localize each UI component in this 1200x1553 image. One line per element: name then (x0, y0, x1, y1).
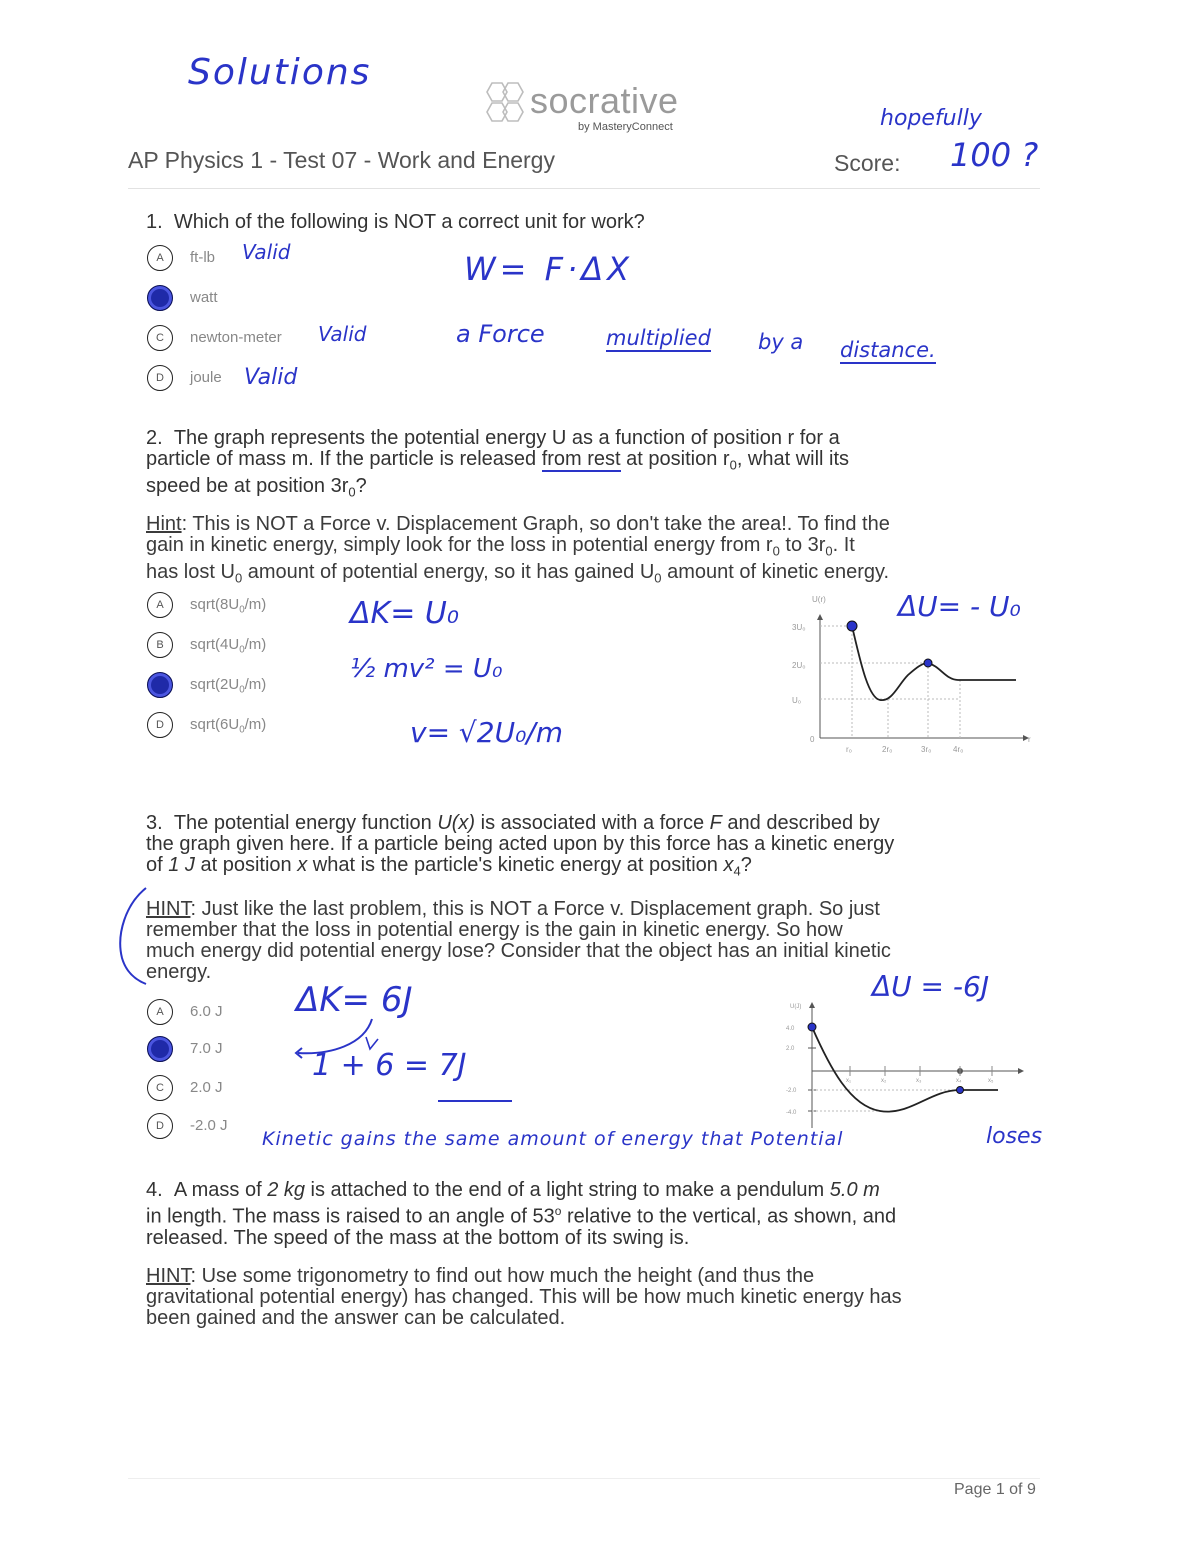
q4-hint: HINT: Use some trigonometry to find out how much the height (and thus the gravitational potential energy) has changed. This will be how much kinetic energy has been gained and the answer can be calculated. (146, 1265, 902, 1329)
q2-xtick-2r0: 2r₀ (882, 745, 893, 754)
q2-option-d[interactable]: D (147, 712, 173, 738)
q1-option-b[interactable] (147, 285, 173, 311)
q2-ytick-3u0: 3U₀ (792, 623, 806, 632)
q2-work-3: v= √2U₀/m (410, 716, 564, 749)
q2-work-delta-u: ΔU= - U₀ (898, 590, 1021, 623)
brand-subtitle: by MasteryConnect (578, 121, 673, 133)
q3-ytick-2: 2.0 (786, 1046, 795, 1052)
q3-xtick-x1: x₁ (846, 1078, 852, 1084)
q3-option-c[interactable]: C (147, 1075, 173, 1101)
q2-prompt: 2. The graph represents the potential energy U as a function of position r for a particle of mass m. If the particle is released from rest at position $r_0$, what will its speed be at position $3r_0$? (146, 427, 850, 500)
q3-option-a[interactable]: A (147, 999, 173, 1025)
q2-option-d-text: $sqrt(6U_0/m)$ (190, 716, 267, 736)
q3-work-underline (438, 1100, 512, 1102)
q1-option-a[interactable]: A (147, 245, 173, 271)
q1-work-note-4: distance. (840, 338, 936, 362)
q2-option-b-text: $sqrt(4U_0/m)$ (190, 636, 267, 656)
q3-graph-ylabel: U(J) (790, 1004, 802, 1010)
q1-option-a-note: Valid (242, 240, 291, 264)
q2-ytick-0: 0 (810, 735, 815, 744)
score-label: Score: (834, 150, 901, 176)
q3-option-d[interactable]: D (147, 1113, 173, 1139)
q1-prompt: 1. Which of the following is NOT a correct unit for work? (146, 211, 645, 233)
q1-option-d-note: Valid (244, 365, 298, 390)
q3-option-c-text: 2.0 J (190, 1079, 223, 1096)
q2-option-c[interactable] (147, 672, 173, 698)
q3-option-d-text: -2.0 J (190, 1117, 228, 1134)
q2-option-c-text: $sqrt(2U_0/m)$ (190, 676, 267, 696)
q1-work-note-1: a Force (456, 320, 545, 348)
hopefully-annotation: hopefully (880, 106, 982, 131)
q1-option-c-text: newton-meter (190, 329, 282, 346)
q3-ytick-4: 4.0 (786, 1026, 795, 1032)
q2-option-a-text: $sqrt(8U_0/m)$ (190, 596, 267, 616)
q2-ytick-u0: U₀ (792, 696, 802, 705)
q3-xtick-x5: x₅ (988, 1078, 994, 1084)
q3-xtick-x3: x₃ (916, 1078, 922, 1084)
q3-ytick-neg4: -4.0 (786, 1110, 797, 1116)
page-title: AP Physics 1 - Test 07 - Work and Energy (128, 147, 555, 173)
page-number: Page 1 of 9 (954, 1481, 1036, 1498)
q2-option-b[interactable]: B (147, 632, 173, 658)
q1-work-note-3: by a (758, 330, 804, 354)
q2-work-2: ½ mv² = U₀ (350, 654, 503, 684)
q2-option-a[interactable]: A (147, 592, 173, 618)
q3-note: Kinetic gains the same amount of energy that Potential (262, 1128, 844, 1150)
q2-hint: Hint: This is NOT a Force v. Displacement Graph, so don't take the area!. To find the gain in kinetic energy, simply look for the loss in potential energy from $r_0$ to $3r_0$. It has lost $U_0$ amount of potential energy, so it has gained $U_0$ amount of kinetic energy. (146, 513, 890, 586)
q3-option-b-text: 7.0 J (190, 1040, 223, 1057)
q2-graph-xlabel: r (1028, 735, 1031, 744)
q1-option-c[interactable]: C (147, 325, 173, 351)
q2-ytick-2u0: 2U₀ (792, 661, 806, 670)
q3-xtick-x4: x₄ (956, 1078, 962, 1084)
q2-graph-ylabel: U(r) (812, 595, 826, 604)
q3-option-a-text: 6.0 J (190, 1003, 223, 1020)
q3-work-1: ΔK= 6J (296, 980, 413, 1020)
q2-xtick-4r0: 4r₀ (953, 745, 964, 754)
q1-work-formula: W= F·ΔX (464, 250, 634, 288)
q3-option-b[interactable] (147, 1036, 173, 1062)
q3-xtick-x2: x₂ (881, 1078, 887, 1084)
q1-option-a-text: ft-lb (190, 249, 216, 266)
q2-xtick-r0: r₀ (846, 745, 852, 754)
q3-ytick-neg2: -2.0 (786, 1088, 797, 1094)
q3-potential-energy-graph (770, 998, 1030, 1138)
q2-work-1: ΔK= U₀ (350, 596, 459, 631)
q3-work-delta-u: ΔU = -6J (872, 970, 990, 1003)
score-value-annotation: 100 ? (950, 136, 1039, 174)
q2-xtick-3r0: 3r₀ (921, 745, 932, 754)
q1-option-d-text: joule (190, 369, 222, 386)
q1-option-b-text: watt (190, 289, 218, 306)
solutions-annotation: Solutions (188, 52, 372, 93)
q1-work-note-2: multiplied (606, 326, 711, 350)
q3-note-loses: loses (986, 1124, 1043, 1149)
q4-prompt: 4. A mass of 2 kg is attached to the end of a light string to make a pendulum 5.0 m in length. The mass is raised to an angle of 53$^o$ relative to the vertical, as shown, and released. The speed of the mass at the bottom of its swing is. (146, 1179, 897, 1249)
q1-option-c-note: Valid (318, 322, 367, 346)
q3-prompt: 3. The potential energy function U(x) is associated with a force F and described by the graph given here. If a particle being acted upon by this force has a kinetic energy of 1 J at position x what is the particle's kinetic energy at position $x_4$? (146, 812, 895, 879)
q3-work-2: 1 + 6 = 7J (312, 1048, 467, 1083)
q3-hint: HINT: Just like the last problem, this is NOT a Force v. Displacement graph. So just remember that the loss in potential energy is the gain in kinetic energy. So how much energy did potential energy lose? Consider that the object has an initial kinetic energy. (146, 898, 891, 983)
q2-potential-energy-graph (780, 590, 1040, 760)
footer-divider (128, 1478, 1040, 1479)
brand-name: socrative (530, 80, 679, 121)
q1-option-d[interactable]: D (147, 365, 173, 391)
header-divider (128, 188, 1040, 189)
